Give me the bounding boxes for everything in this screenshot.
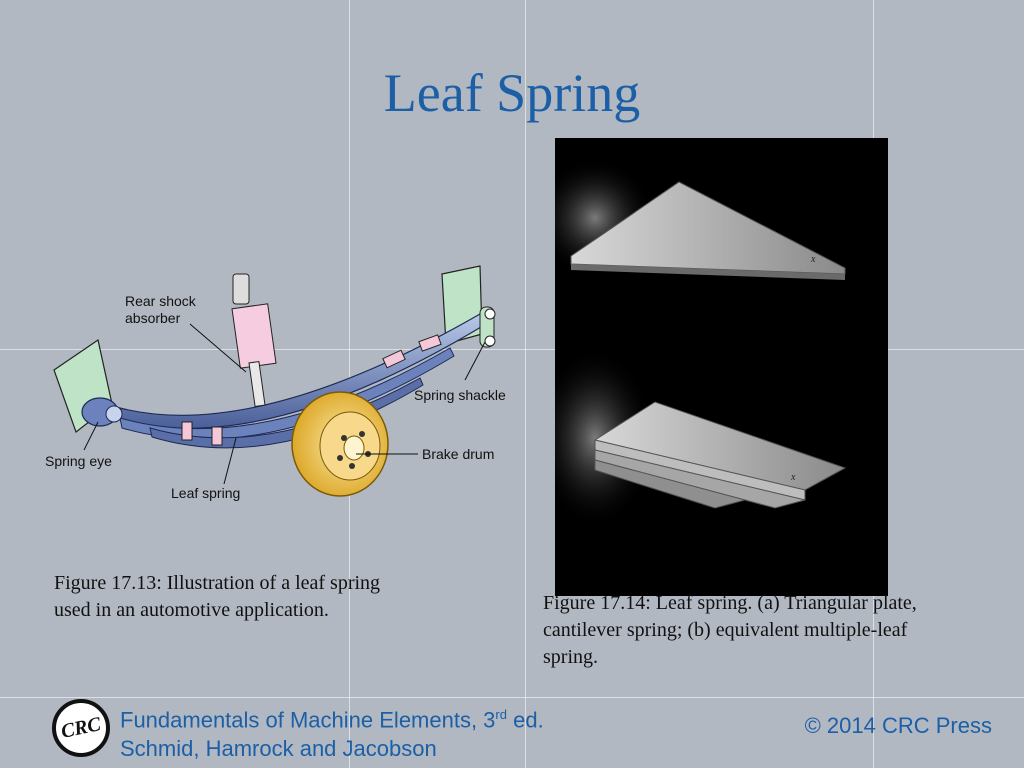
crc-logo-text: CRC xyxy=(59,712,103,743)
spring-clip xyxy=(182,422,192,440)
label-rear-shock-line2: absorber xyxy=(125,310,181,326)
spring-clip xyxy=(212,427,222,445)
label-brake-drum: Brake drum xyxy=(422,446,495,462)
figure-13-caption: Figure 17.13: Illustration of a leaf spring used in an automotive application. xyxy=(54,572,381,621)
shock-absorber-top xyxy=(233,274,249,304)
copyright-notice: © 2014 CRC Press xyxy=(804,713,992,738)
edition-superscript: rd xyxy=(495,707,507,722)
label-leaf-spring: Leaf spring xyxy=(171,485,241,501)
leaf-spring-photo-panel xyxy=(555,138,888,596)
crc-logo xyxy=(52,699,110,757)
label-spring-shackle: Spring shackle xyxy=(414,387,506,403)
book-title-text: Fundamentals of Machine Elements, 3 xyxy=(120,707,496,733)
book-citation xyxy=(120,700,544,763)
leaf-spring-illustration xyxy=(40,262,530,512)
book-title xyxy=(120,700,544,734)
label-rear-shock-line1: Rear shock xyxy=(125,293,196,309)
figure-14-caption: Figure 17.14: Leaf spring. (a) Triangular plate, cantilever spring; (b) equivalent multiple-leaf spring. xyxy=(543,592,917,668)
slide-title: Leaf Spring xyxy=(383,63,641,123)
leader-line xyxy=(84,422,98,450)
grid-line xyxy=(0,697,1024,698)
lug-nut xyxy=(349,463,355,469)
dimension-x-label: x xyxy=(811,254,816,265)
dimension-x-label: x xyxy=(791,472,796,483)
lug-nut xyxy=(337,455,343,461)
shackle-pin xyxy=(485,336,495,346)
label-spring-eye: Spring eye xyxy=(45,453,112,469)
brake-drum-center xyxy=(344,436,364,460)
lug-nut xyxy=(341,435,347,441)
book-title-ed: ed. xyxy=(506,707,544,733)
book-authors: Schmid, Hamrock and Jacobson xyxy=(120,736,437,762)
leader-line xyxy=(465,342,485,380)
shock-absorber-rod xyxy=(249,362,265,407)
shock-absorber-body xyxy=(232,304,276,368)
leaf-spring-photos xyxy=(555,138,888,596)
spring-eye-bushing xyxy=(106,406,122,422)
shackle-pin xyxy=(485,309,495,319)
lug-nut xyxy=(359,431,365,437)
